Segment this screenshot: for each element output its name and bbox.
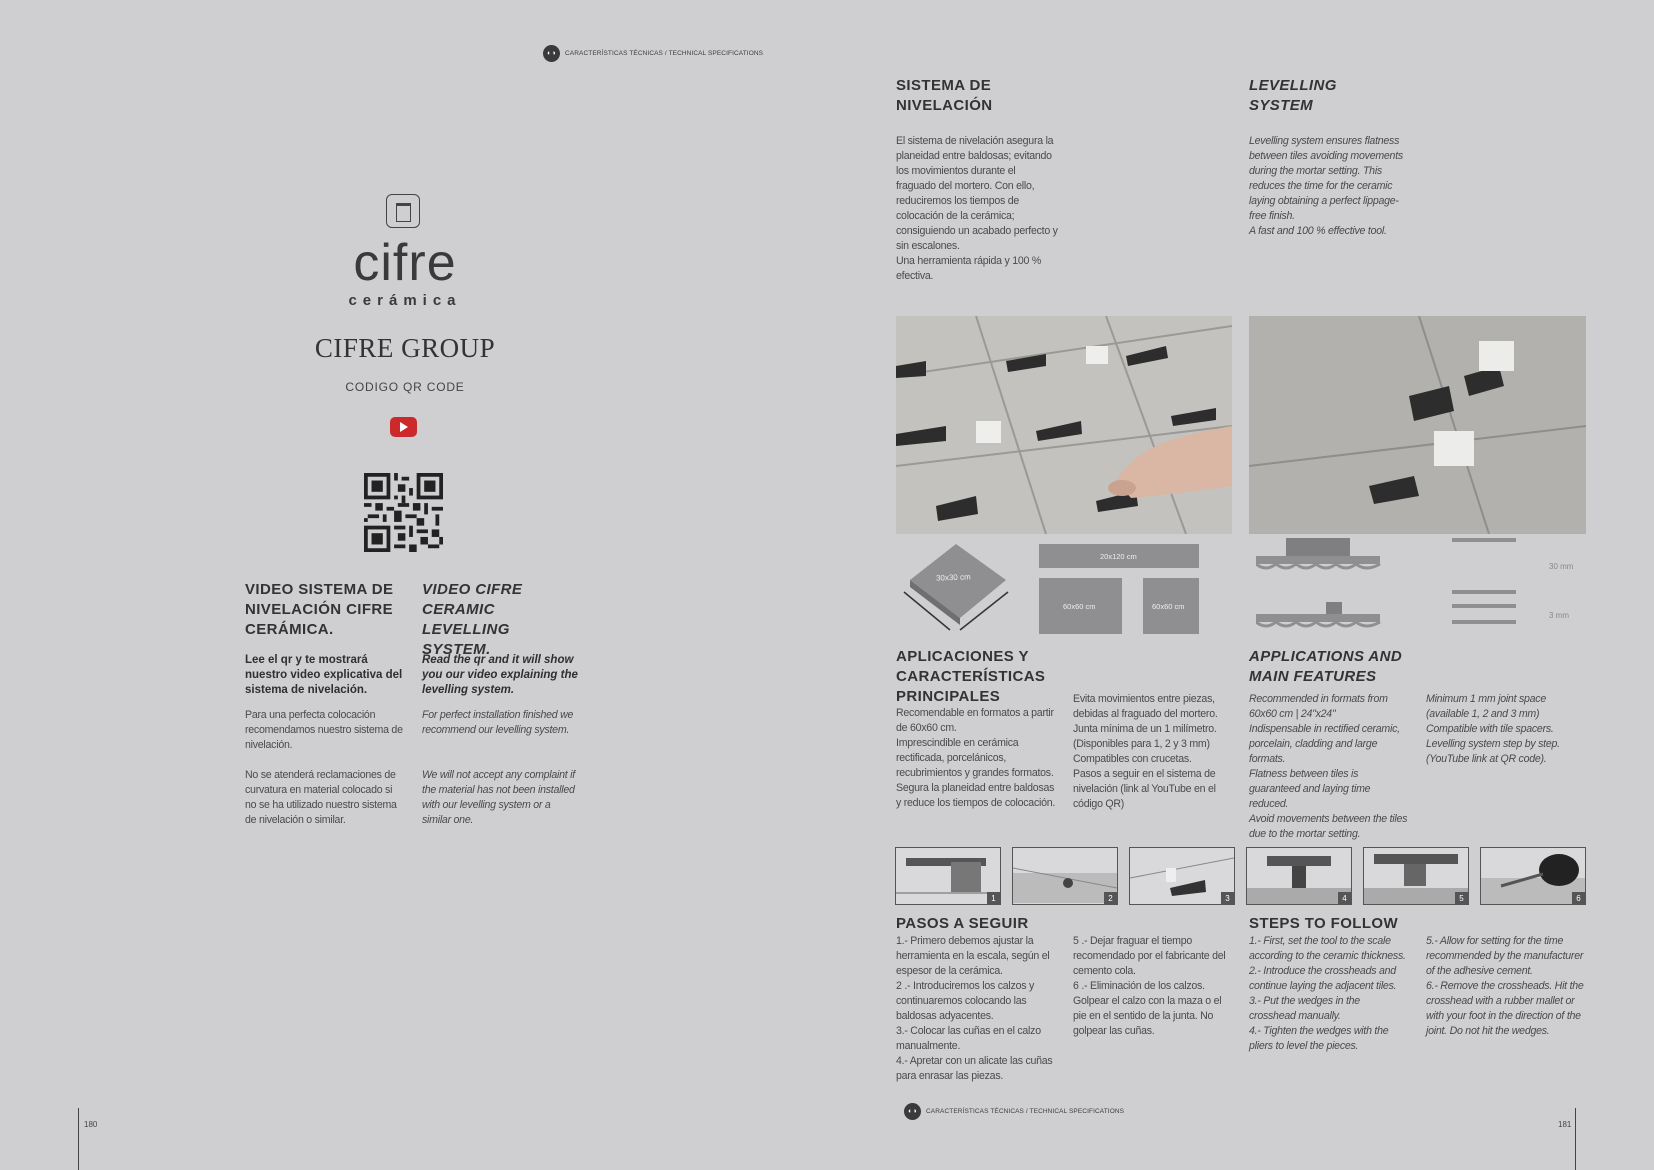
step-number: 1 xyxy=(987,892,1000,904)
step-image-1 xyxy=(895,847,1001,905)
step-image-5 xyxy=(1363,847,1469,905)
applications-col2: Minimum 1 mm joint space (available 1, 2 and 3 mm) Compatible with tile spacers. Levelling system step by step. (YouTube link at QR code). xyxy=(1426,693,1560,765)
video-es-title: VIDEO SISTEMA DE NIVELACIÓN CIFRE CERÁMICA. xyxy=(245,581,394,638)
video-en-p2: We will not accept any complaint if the material has not been installed with our levelling system or a similar one. xyxy=(422,769,575,826)
step-number: 2 xyxy=(1104,892,1117,904)
aplicaciones-col1: Recomendable en formatos a partir de 60x60 cm. Imprescindible en cerámica rectificada, porcelánicos, recubrimientos y grandes formatos. Segura la planeidad entre baldosas y reduce los tiempos de colocación. xyxy=(896,707,1056,809)
page-number-left: 180 xyxy=(84,1120,98,1129)
qr-code[interactable] xyxy=(364,473,443,552)
tile-label-4: 60x60 cm xyxy=(1152,602,1185,611)
step-number: 4 xyxy=(1338,892,1351,904)
section-badge-icon: ◐◑ xyxy=(543,45,560,62)
aplicaciones-title: APLICACIONES Y CARACTERÍSTICAS PRINCIPALES xyxy=(896,648,1046,705)
aplicaciones-col2: Evita movimientos entre piezas, debidas al fraguado del mortero. Junta mínima de un 1 milímetro. (Disponibles para 1, 2 y 3 mm) Compatibles con crucetas. Pasos a seguir en el sistema de nivelación (link al YouTube en el código QR) xyxy=(1073,693,1218,810)
step-image-3 xyxy=(1129,847,1235,905)
video-en-title: VIDEO CIFRE CERAMIC LEVELLING SYSTEM. xyxy=(422,581,523,658)
logo-wordmark: cifre xyxy=(353,234,457,292)
logo-subtitle: cerámica xyxy=(348,292,462,309)
pasos-title: PASOS A SEGUIR xyxy=(896,915,1029,932)
page-header xyxy=(543,45,763,62)
step-image-6 xyxy=(1480,847,1586,905)
qr-label: CODIGO QR CODE xyxy=(345,380,465,394)
footer-label: CARACTERÍSTICAS TÉCNICAS / TECHNICAL SPECIFICATIONS xyxy=(926,1108,1125,1115)
levelling-photo-2 xyxy=(1249,316,1586,534)
video-en-p1: For perfect installation finished we recommend our levelling system. xyxy=(422,709,574,736)
page-footer-header xyxy=(904,1103,1124,1120)
step-image-2 xyxy=(1012,847,1118,905)
applications-col1: Recommended in formats from 60x60 cm | 24"x24" Indispensable in rectified ceramic, porcelain, cladding and large formats. Flatness between tiles is guaranteed and laying time reduced. Avoid movements between the tiles due to the mortar setting. xyxy=(1249,693,1408,840)
video-es-lead: Lee el qr y te mostrará nuestro video explicativa del sistema de nivelación. xyxy=(245,654,403,696)
right-page-rule xyxy=(1575,1108,1576,1170)
sistema-title: SISTEMA DE NIVELACIÓN xyxy=(896,77,993,114)
steps-title: STEPS TO FOLLOW xyxy=(1249,915,1399,932)
levelling-title: LEVELLING SYSTEM xyxy=(1249,77,1337,114)
sistema-text: El sistema de nivelación asegura la planeidad entre baldosas; evitando los movimientos durante el fraguado del mortero. Con ello, reduciremos los tiempos de colocación de la cerámica; consiguiendo un acabado perfecto y sin escalones. Una herramienta rápida y 100 % efectiva. xyxy=(896,135,1058,282)
tile-label-1: 30x30 cm xyxy=(935,572,971,583)
group-title: CIFRE GROUP xyxy=(314,333,496,363)
applications-title: APPLICATIONS AND MAIN FEATURES xyxy=(1249,648,1403,685)
dim-label-1: 30 mm xyxy=(1549,562,1574,571)
pasos-col1: 1.- Primero debemos ajustar la herramienta en la escala, según el espesor de la cerámica. 2 .- Introduciremos los calzos y continuaremos colocando las baldosas adyacentes. 3.- Colocar las cuñas en el calzo manualmente. 4.- Apretar con un alicate las cuñas para enrasar las piezas. xyxy=(896,935,1053,1082)
levelling-photo-1 xyxy=(896,316,1232,534)
step-number: 5 xyxy=(1455,892,1468,904)
step-number: 3 xyxy=(1221,892,1234,904)
steps-col1: 1.- First, set the tool to the scale according to the ceramic thickness. 2.- Introduce the crossheads and continue laying the adjacent tiles. 3.- Put the wedges in the crosshead manually. 4.- Tighten the wedges with the pliers to level the pieces. xyxy=(1249,935,1406,1052)
steps-col2: 5.- Allow for setting for the time recommended by the manufacturer of the adhesive cement. 6.- Remove the crossheads. Hit the crosshead with a rubber mallet or with your foot in the direction of the joint. Do not hit the wedges. xyxy=(1426,935,1584,1037)
dim-label-2: 3 mm xyxy=(1549,611,1569,620)
video-es-p2: No se atenderá reclamaciones de curvatura en material colocado si no se ha utilizado nuestro sistema de nivelación o similar. xyxy=(245,769,397,826)
left-page-rule xyxy=(78,1108,79,1170)
tile-label-2: 20x120 cm xyxy=(1100,552,1137,561)
page-number-right: 181 xyxy=(1558,1120,1572,1129)
tile-label-3: 60x60 cm xyxy=(1063,602,1096,611)
youtube-icon[interactable] xyxy=(390,417,417,437)
video-es-p1: Para una perfecta colocación recomendamos nuestro sistema de nivelación. xyxy=(245,709,403,751)
tile-logo-icon xyxy=(386,194,420,228)
step-image-4 xyxy=(1246,847,1352,905)
tile-format-diagram xyxy=(896,540,1216,640)
levelling-text: Levelling system ensures flatness between tiles avoiding movements during the mortar setting. This reduces the time for the ceramic laying obtaining a perfect lippage-free finish. A fast and 100 % effective tool. xyxy=(1249,135,1403,237)
video-en-lead: Read the qr and it will show you our video explaining the levelling system. xyxy=(422,654,578,696)
pasos-col2: 5 .- Dejar fraguar el tiempo recomendado por el fabricante del cemento cola. 6 .- Eliminación de los calzos. Golpear el calzo con la maza o el pie en el sentido de la junta. No golpear las cuñas. xyxy=(1073,935,1226,1037)
step-number: 6 xyxy=(1572,892,1585,904)
header-label: CARACTERÍSTICAS TÉCNICAS / TECHNICAL SPECIFICATIONS xyxy=(565,50,764,57)
section-badge-icon: ◐◑ xyxy=(904,1103,921,1120)
section-diagram xyxy=(1256,536,1516,636)
